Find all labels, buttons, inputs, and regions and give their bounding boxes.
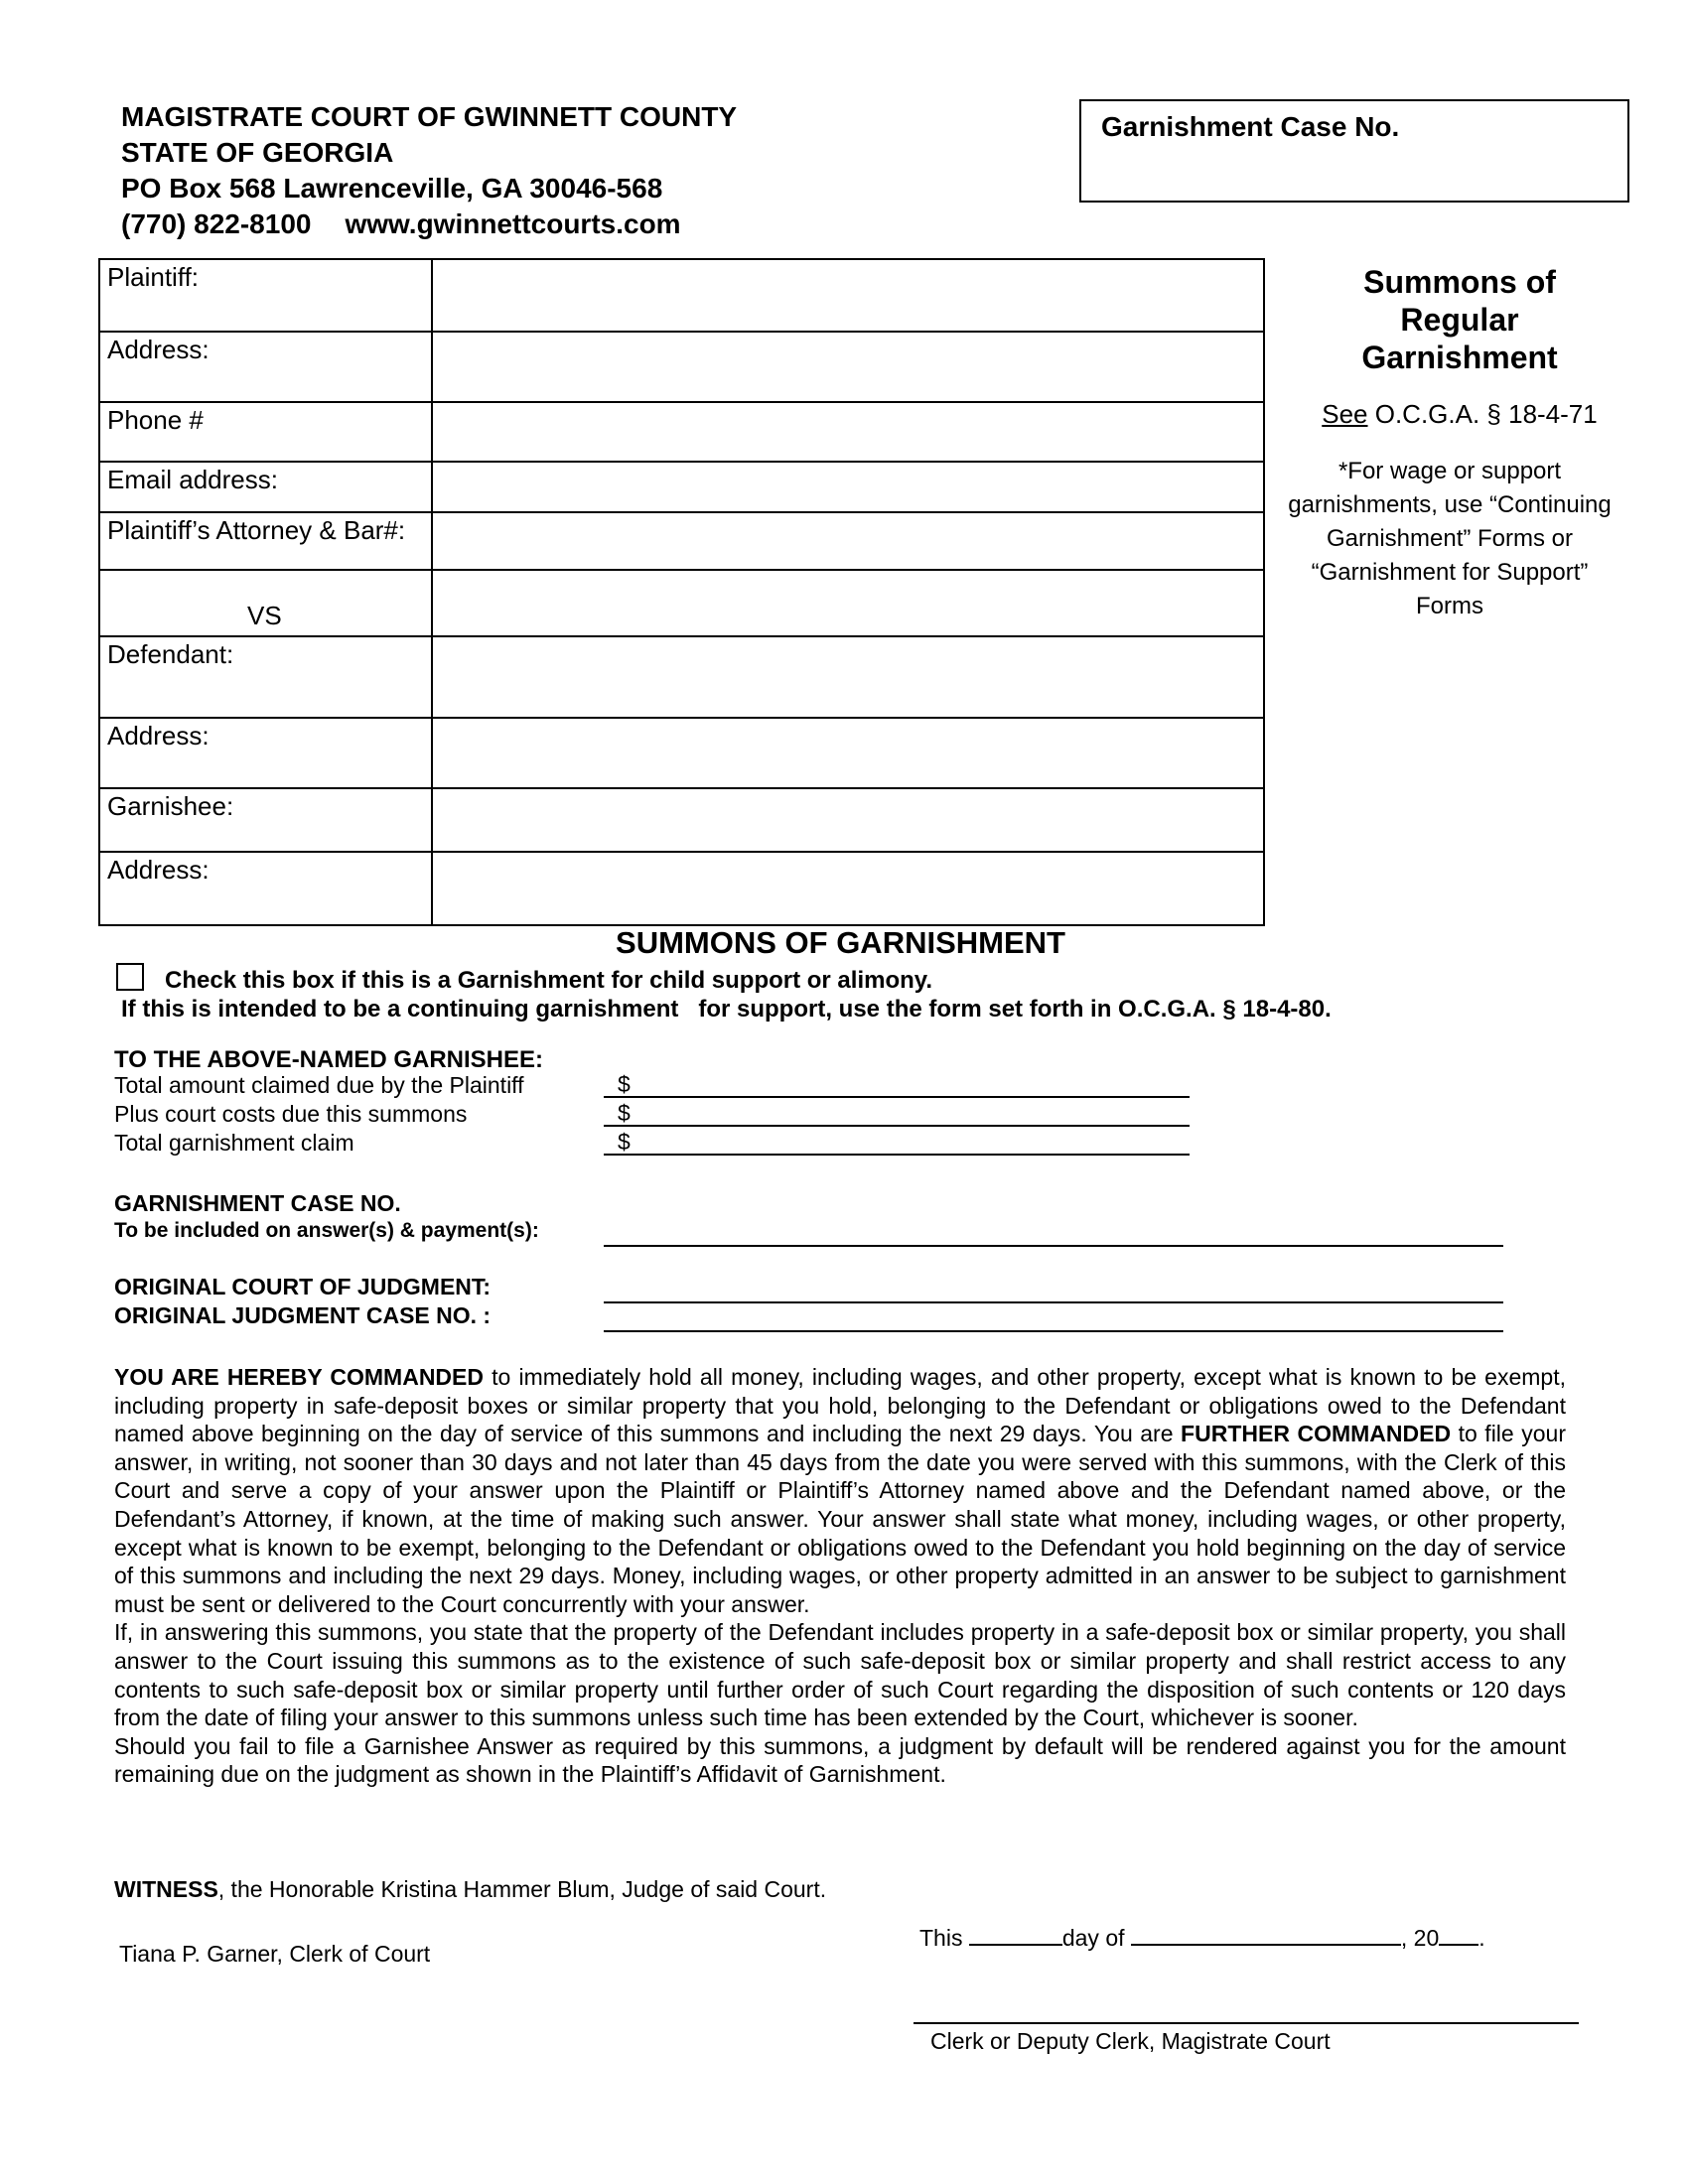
form-title-line1: Summons of bbox=[1363, 264, 1556, 300]
plaintiff-address-field[interactable] bbox=[432, 332, 1264, 402]
day-field[interactable] bbox=[969, 1924, 1062, 1946]
to-garnishee-heading: TO THE ABOVE-NAMED GARNISHEE: bbox=[114, 1046, 544, 1073]
dollar-sign: $ bbox=[618, 1071, 631, 1097]
garnishment-case-box[interactable] bbox=[1079, 99, 1629, 203]
amount-claimed-field[interactable] bbox=[604, 1072, 1190, 1098]
vs-text: VS bbox=[247, 601, 282, 630]
plaintiff-label: Plaintiff: bbox=[99, 259, 432, 332]
defendant-label: Defendant: bbox=[99, 636, 432, 718]
plaintiff-address-label: Address: bbox=[99, 332, 432, 402]
year-field[interactable] bbox=[1439, 1924, 1478, 1946]
garnishment-case-no-field[interactable] bbox=[604, 1245, 1503, 1247]
date-line bbox=[919, 1924, 1485, 1952]
continuing-garnishment-note: If this is intended to be a continuing garnishment for support, use the form set forth in O.C.G.A. § 18-4-80. bbox=[121, 996, 1332, 1023]
witness-line bbox=[114, 1876, 826, 1903]
court-state: STATE OF GEORGIA bbox=[121, 137, 394, 168]
form-title bbox=[1281, 263, 1638, 376]
cite-see: See bbox=[1322, 399, 1368, 429]
date-day-of: day of bbox=[1061, 1925, 1131, 1951]
commanded-bold: YOU ARE HEREBY COMMANDED bbox=[114, 1364, 484, 1390]
dollar-sign: $ bbox=[618, 1129, 631, 1155]
body-paragraph-2: If, in answering this summons, you state that the property of the Defendant includes property in a safe-deposit box or similar property, you shall answer to the Court issuing this summons as to the existence of such safe-deposit box or similar property and shall restrict access to any contents to such safe-deposit box or similar property until further order of such Court regarding the disposition of such contents or 120 days from the date of filing your answer to this summons unless such time has been extended by the Court, whichever is sooner. bbox=[114, 1619, 1566, 1731]
total-claim-label: Total garnishment claim bbox=[114, 1130, 354, 1156]
defendant-address-label: Address: bbox=[99, 718, 432, 788]
clerk-name: Tiana P. Garner, Clerk of Court bbox=[119, 1941, 431, 1967]
statute-citation bbox=[1281, 399, 1638, 430]
form-title-line2: Regular bbox=[1400, 302, 1519, 338]
date-this: This bbox=[919, 1925, 969, 1951]
garnishee-label: Garnishee: bbox=[99, 788, 432, 852]
body-text-2: to file your answer, in writing, not sooner than 30 days and not later than 45 days from the date you were served with this summons, with the Clerk of this Court and serve a copy of your answer upon the Plaintiff or Plaintiff’s Attorney named above and the Defendant named above, or the Defendant’s Attorney, if known, at the time of making such answer. Your answer shall state what money, including wages, or other property, except what is known to be exempt, belonging to the Defendant or obligations owed to the Defendant you hold beginning on the day of service of this summons and including the next 29 days. Money, including wages, or other property admitted in an answer to be subject to garnishment must be sent or delivered to the Court concurrently with your answer. bbox=[114, 1421, 1566, 1617]
defendant-field[interactable] bbox=[432, 636, 1264, 718]
vs-cell bbox=[99, 570, 432, 636]
summons-body bbox=[114, 1363, 1566, 1789]
parties-table bbox=[98, 258, 1265, 926]
court-website: www.gwinnettcourts.com bbox=[345, 208, 681, 239]
defendant-address-field[interactable] bbox=[432, 718, 1264, 788]
body-text-1: to immediately hold all money, including wages, and other property, except what is known to be exempt, including property in safe-deposit boxes or similar property that you hold, belonging to the Defendant or obligations owed to the Defendant named above beginning on the day of service of this summons and including the next 29 days. You are bbox=[114, 1364, 1566, 1447]
cite-rest: O.C.G.A. § 18-4-71 bbox=[1367, 399, 1598, 429]
garnishee-address-label: Address: bbox=[99, 852, 432, 925]
case-box-label: Garnishment Case No. bbox=[1101, 111, 1400, 142]
checkbox-label: Check this box if this is a Garnishment for child support or alimony. bbox=[165, 967, 933, 994]
case-no-sublabel: To be included on answer(s) & payment(s): bbox=[114, 1219, 539, 1242]
original-case-label: ORIGINAL JUDGMENT CASE NO. : bbox=[114, 1302, 492, 1328]
side-note: *For wage or support garnishments, use “Continuing Garnishment” Forms or “Garnishment for Support” Forms bbox=[1288, 458, 1612, 619]
total-claim-field[interactable] bbox=[604, 1130, 1190, 1156]
signature-line[interactable] bbox=[914, 2022, 1579, 2024]
court-contact bbox=[121, 206, 737, 242]
dollar-sign: $ bbox=[618, 1100, 631, 1126]
witness-text: , the Honorable Kristina Hammer Blum, Judge of said Court. bbox=[217, 1876, 827, 1902]
email-label: Email address: bbox=[99, 462, 432, 512]
original-court-field[interactable] bbox=[604, 1301, 1503, 1303]
further-commanded-bold: FURTHER COMMANDED bbox=[1181, 1421, 1452, 1447]
attorney-field[interactable] bbox=[432, 512, 1264, 570]
witness-bold: WITNESS bbox=[114, 1876, 218, 1902]
amount-claimed-label: Total amount claimed due by the Plaintiff bbox=[114, 1072, 524, 1098]
vs-field[interactable] bbox=[432, 570, 1264, 636]
body-paragraph-3: Should you fail to file a Garnishee Answer as required by this summons, a judgment by default will be rendered against you for the amount remaining due on the judgment as shown in the Plaintiff’s Affidavit of Garnishment. bbox=[114, 1732, 1566, 1788]
form-title-line3: Garnishment bbox=[1361, 340, 1558, 375]
date-period: . bbox=[1478, 1925, 1485, 1951]
court-phone: (770) 822-8100 bbox=[121, 208, 312, 239]
court-costs-label: Plus court costs due this summons bbox=[114, 1101, 468, 1127]
attorney-label: Plaintiff’s Attorney & Bar#: bbox=[99, 512, 432, 570]
garnishee-field[interactable] bbox=[432, 788, 1264, 852]
email-field[interactable] bbox=[432, 462, 1264, 512]
court-address: PO Box 568 Lawrenceville, GA 30046-568 bbox=[121, 173, 663, 204]
date-year-prefix: , 20 bbox=[1400, 1925, 1440, 1951]
phone-label: Phone # bbox=[99, 402, 432, 462]
body-paragraph-1 bbox=[114, 1363, 1566, 1618]
plaintiff-field[interactable] bbox=[432, 259, 1264, 332]
garnishment-case-no-label: GARNISHMENT CASE NO. bbox=[114, 1190, 401, 1216]
phone-field[interactable] bbox=[432, 402, 1264, 462]
month-field[interactable] bbox=[1131, 1924, 1401, 1946]
summons-title bbox=[0, 925, 1688, 961]
court-name: MAGISTRATE COURT OF GWINNETT COUNTY bbox=[121, 101, 738, 132]
garnishee-address-field[interactable] bbox=[432, 852, 1264, 925]
original-case-field[interactable] bbox=[604, 1330, 1503, 1332]
child-support-checkbox[interactable] bbox=[116, 963, 144, 991]
summons-title-text: SUMMONS OF GARNISHMENT bbox=[616, 925, 1065, 960]
original-court-label: ORIGINAL COURT OF JUDGMENT: bbox=[114, 1274, 492, 1299]
signature-label: Clerk or Deputy Clerk, Magistrate Court bbox=[930, 2028, 1331, 2054]
court-header bbox=[121, 99, 737, 242]
court-costs-field[interactable] bbox=[604, 1101, 1190, 1127]
